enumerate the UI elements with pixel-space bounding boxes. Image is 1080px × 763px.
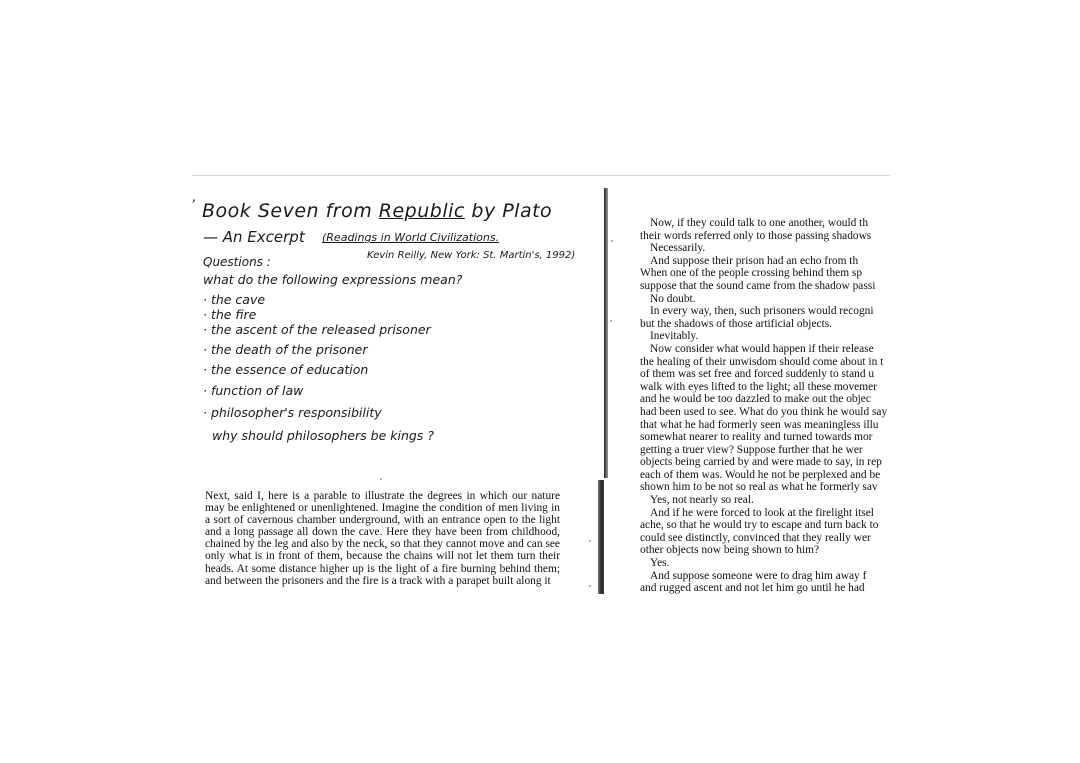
text-line: that what he had formerly seen was meaningless illu	[640, 418, 879, 431]
questions-label: Questions :	[203, 255, 271, 269]
text-line: and rugged ascent and not let him go until he had	[640, 582, 865, 595]
title-part2: from	[325, 200, 379, 222]
text-line: ache, so that he would try to escape and turn back to	[640, 519, 879, 532]
text-line: Yes.	[650, 557, 670, 570]
scan-top-border	[192, 175, 890, 176]
text-line: suppose that the sound came from the shadow passi	[640, 279, 876, 292]
scan-speck	[589, 585, 591, 587]
excerpt-right-column	[640, 217, 891, 595]
text-line: each of them was. Would he not be perplexed and be	[640, 468, 881, 481]
text-line: And suppose their prison had an echo from th	[650, 254, 859, 267]
text-line: walk with eyes lifted to the light; all these movemer	[640, 380, 877, 393]
text-line: and he would be too dazzled to make out the objec	[640, 393, 871, 406]
excerpt-left-column	[205, 490, 560, 592]
question-item: · the essence of education	[203, 362, 369, 377]
question-item: · philosopher's responsibility	[203, 405, 382, 420]
question-closing: why should philosophers be kings ?	[212, 428, 434, 443]
text-line: their words referred only to those passing shadows	[640, 229, 872, 242]
scan-speck	[589, 540, 591, 542]
text-line: Now consider what would happen if their release	[650, 342, 874, 355]
text-line: but the shadows of those artificial objects.	[640, 317, 833, 330]
scan-speck	[380, 478, 382, 480]
questions-prompt: what do the following expressions mean?	[203, 272, 463, 287]
scan-page-edge	[598, 480, 604, 594]
title-part1: Book Seven	[202, 200, 326, 222]
question-item: · the cave	[203, 292, 266, 307]
text-line: the healing of their unwisdom should come about in t	[640, 355, 884, 368]
text-line: could see distinctly, convinced that they really wer	[640, 531, 871, 544]
question-item: · the death of the prisoner	[203, 342, 368, 357]
title-book: Republic	[378, 200, 465, 222]
excerpt-paragraph: Next, said I, here is a parable to illustrate the degrees in which our nature may be enlightened or unenlightened. Imagine the condition of men living in a sort of cavernous chamber underground, with an entrance open to the light and a long passage all down the cave. Here they have been from childhood, chained by the leg and also by the neck, so that they cannot move and can see only what is in front of them, because the chains will not let them turn their heads. At some distance higher up is the light of a fire burning behind them; and between the prisoners and the fire is a track with a parapet built along it	[205, 490, 560, 587]
text-line: other objects now being shown to him?	[640, 544, 820, 557]
text-line: And suppose someone were to drag him away f	[650, 569, 867, 582]
text-line: had been used to see. What do you think he would say	[640, 405, 888, 418]
text-line: When one of the people crossing behind them sp	[640, 267, 863, 280]
title-part3: by Plato	[464, 200, 553, 222]
text-line: No doubt.	[650, 292, 696, 305]
text-line: objects being carried by and were made to say, in rep	[640, 456, 882, 469]
scan-speck	[610, 320, 612, 322]
handwritten-subtitle: — An Excerpt	[203, 228, 305, 246]
text-line: somewhat nearer to reality and turned towards mor	[640, 431, 873, 444]
text-line: And if he were forced to look at the firelight itsel	[650, 506, 874, 519]
text-line: Now, if they could talk to one another, would th	[650, 217, 869, 229]
question-item: · the fire	[203, 307, 257, 322]
text-line: of them was set free and forced suddenly to stand u	[640, 368, 875, 381]
text-line: getting a truer view? Suppose further that he wer	[640, 443, 863, 456]
handwritten-publication: Kevin Reilly, New York: St. Martin's, 1992)	[367, 250, 576, 261]
text-line: Yes, not nearly so real.	[650, 494, 754, 507]
handwritten-reference: (Readings in World Civilizations.	[322, 231, 500, 244]
text-line: Inevitably.	[650, 330, 699, 343]
text-line: In every way, then, such prisoners would recogni	[650, 305, 874, 318]
handwritten-title	[202, 200, 552, 222]
text-line: Necessarily.	[650, 242, 706, 255]
pen-mark: ,	[190, 189, 200, 206]
text-line: shown him to be not so real as what he formerly sav	[640, 481, 878, 494]
question-item: · function of law	[203, 383, 304, 398]
question-item: · the ascent of the released prisoner	[203, 322, 431, 337]
scan-page-edge	[604, 188, 608, 478]
scan-speck	[611, 240, 613, 242]
